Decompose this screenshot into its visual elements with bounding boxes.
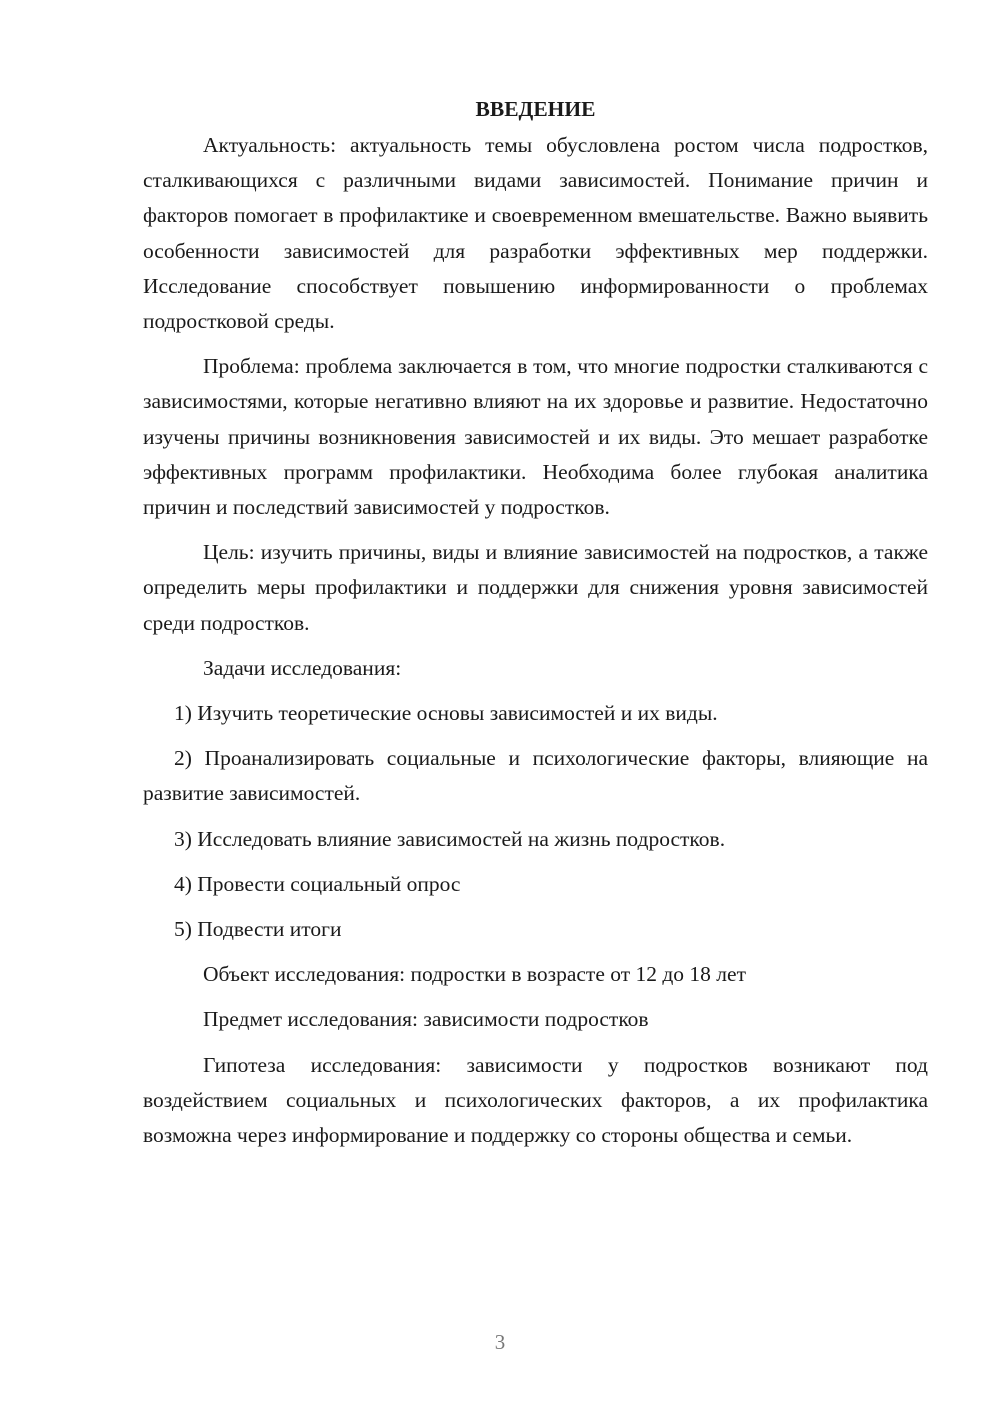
- goal-paragraph: Цель: изучить причины, виды и влияние зависимостей на подростков, а также определить меры профилактики и поддержки для снижения уровня зависимостей среди подростков.: [143, 540, 928, 635]
- subject-paragraph: Предмет исследования: зависимости подростков: [203, 1007, 649, 1032]
- task-item-4: 4) Провести социальный опрос: [174, 871, 461, 896]
- document-page: [143, 92, 928, 1163]
- hypothesis-paragraph: Гипотеза исследования: зависимости у подростков возникают под воздействием социальных и психологических факторов, а их профилактика возможна через информирование и поддержку со стороны общества и семьи.: [143, 1052, 928, 1148]
- problem-paragraph: Проблема: проблема заключается в том, что многие подростки сталкиваются с зависимостями, которые негативно влияют на их здоровье и развитие. Недостаточно изучены причины возникновения зависимостей и их виды. Это мешает разработке эффективных программ профилактики. Необходима более глубокая аналитика причин и последствий зависимостей у подростков.: [143, 354, 928, 520]
- tasks-heading: Задачи исследования:: [203, 655, 402, 680]
- page-number: 3: [494, 1330, 506, 1354]
- section-title: ВВЕДЕНИЕ: [475, 97, 596, 121]
- task-item-3: 3) Исследовать влияние зависимостей на жизнь подростков.: [174, 826, 726, 851]
- task-item-1: 1) Изучить теоретические основы зависимостей и их виды.: [174, 701, 718, 726]
- task-item-2: 2) Проанализировать социальные и психологические факторы, влияющие на развитие зависимостей.: [143, 746, 928, 806]
- task-item-5: 5) Подвести итоги: [174, 917, 342, 942]
- object-paragraph: Объект исследования: подростки в возрасте от 12 до 18 лет: [203, 962, 746, 987]
- relevance-paragraph: Актуальность: актуальность темы обусловлена ростом числа подростков, сталкивающихся с различными видами зависимостей. Понимание причин и факторов помогает в профилактике и своевременном вмешательстве. Важно выявить особенности зависимостей для разработки эффективных мер поддержки. Исследование способствует повышению информированности о проблемах подростковой среды.: [143, 133, 928, 334]
